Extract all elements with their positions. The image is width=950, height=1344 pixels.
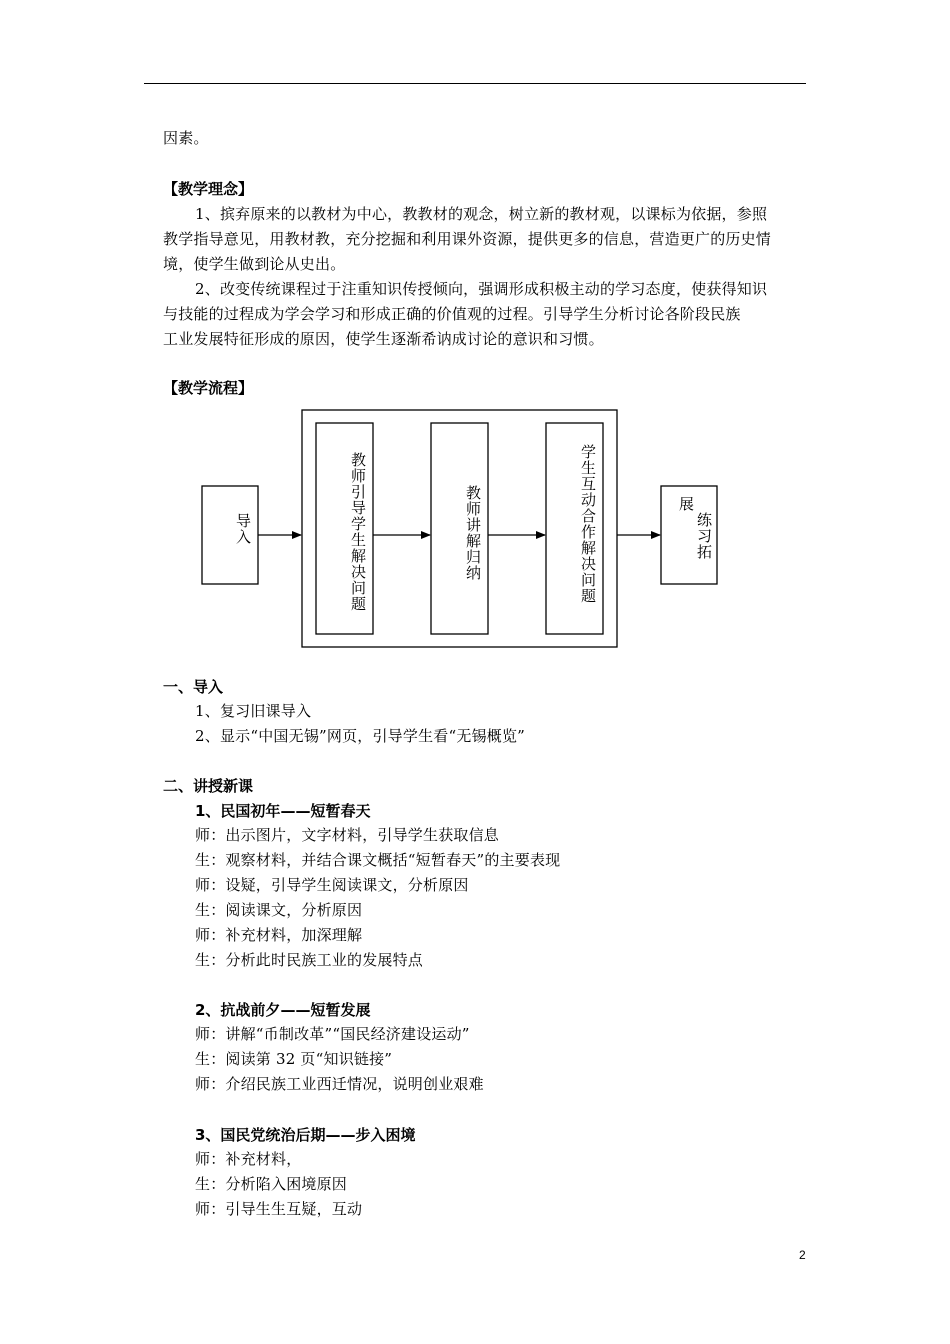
flow-label-extension-a: 展 xyxy=(677,496,695,512)
subsection-1-line: 师：出示图片，文字材料，引导学生获取信息 xyxy=(195,826,500,844)
subsection-2-line: 生：阅读第 32 页“知识链接” xyxy=(195,1050,393,1068)
section-lesson-title: 二、讲授新课 xyxy=(163,777,254,795)
flow-label-step2: 教师讲解归纳 xyxy=(464,485,482,581)
subsection-3-title: 3、国民党统治后期——步入困境 xyxy=(195,1126,416,1144)
section-intro-item-1: 1、复习旧课导入 xyxy=(195,702,312,720)
subsection-1-line: 师：设疑，引导学生阅读课文，分析原因 xyxy=(195,876,469,894)
subsection-1-line: 生：阅读课文，分析原因 xyxy=(195,901,363,919)
subsection-1-line: 师：补充材料，加深理解 xyxy=(195,926,363,944)
flow-label-intro: 导入 xyxy=(234,513,252,545)
subsection-2-line: 师：讲解“币制改革”“国民经济建设运动” xyxy=(195,1025,470,1043)
subsection-1-line: 生：观察材料，并结合课文概括“短暂春天”的主要表现 xyxy=(195,851,561,869)
heading-teaching-flow: 【教学流程】 xyxy=(163,379,254,397)
page-number: 2 xyxy=(799,1248,806,1262)
subsection-1-title: 1、民国初年——短暂春天 xyxy=(195,802,371,820)
concept-2-line-1: 2、改变传统课程过于注重知识传授倾向，强调形成积极主动的学习态度，使获得知识 xyxy=(195,280,768,298)
header-rule xyxy=(144,83,806,84)
continuation-text: 因素。 xyxy=(163,129,209,147)
flow-label-extension-b: 练习拓 xyxy=(695,512,713,560)
subsection-3-line: 生：分析陷入困境原因 xyxy=(195,1175,348,1193)
subsection-3-line: 师：引导生生互疑，互动 xyxy=(195,1200,363,1218)
concept-1-line-1: 1、摈弃原来的以教材为中心，教教材的观念，树立新的教材观，以课标为依据，参照 xyxy=(195,205,768,223)
section-intro-item-2: 2、显示“中国无锡”网页，引导学生看“无锡概览” xyxy=(195,727,526,745)
subsection-2-line: 师：介绍民族工业西迁情况，说明创业艰难 xyxy=(195,1075,484,1093)
subsection-2-title: 2、抗战前夕——短暂发展 xyxy=(195,1001,371,1019)
section-intro-title: 一、导入 xyxy=(163,678,224,696)
subsection-3-line: 师：补充材料， xyxy=(195,1150,302,1168)
flow-label-step1: 教师引导学生解决问题 xyxy=(349,452,367,612)
heading-teaching-concept: 【教学理念】 xyxy=(163,180,254,198)
concept-2-line-2: 与技能的过程成为学会学习和形成正确的价值观的过程。引导学生分析讨论各阶段民族 xyxy=(163,305,741,323)
concept-2-line-3: 工业发展特征形成的原因，使学生逐渐希讷成讨论的意识和习惯。 xyxy=(163,330,604,348)
subsection-1-line: 生：分析此时民族工业的发展特点 xyxy=(195,951,424,969)
concept-1-line-3: 境，使学生做到论从史出。 xyxy=(163,255,346,273)
flow-label-step3: 学生互动合作解决问题 xyxy=(579,444,597,604)
concept-1-line-2: 教学指导意见，用教材教，充分挖掘和利用课外资源，提供更多的信息，营造更广的历史情 xyxy=(163,230,772,248)
